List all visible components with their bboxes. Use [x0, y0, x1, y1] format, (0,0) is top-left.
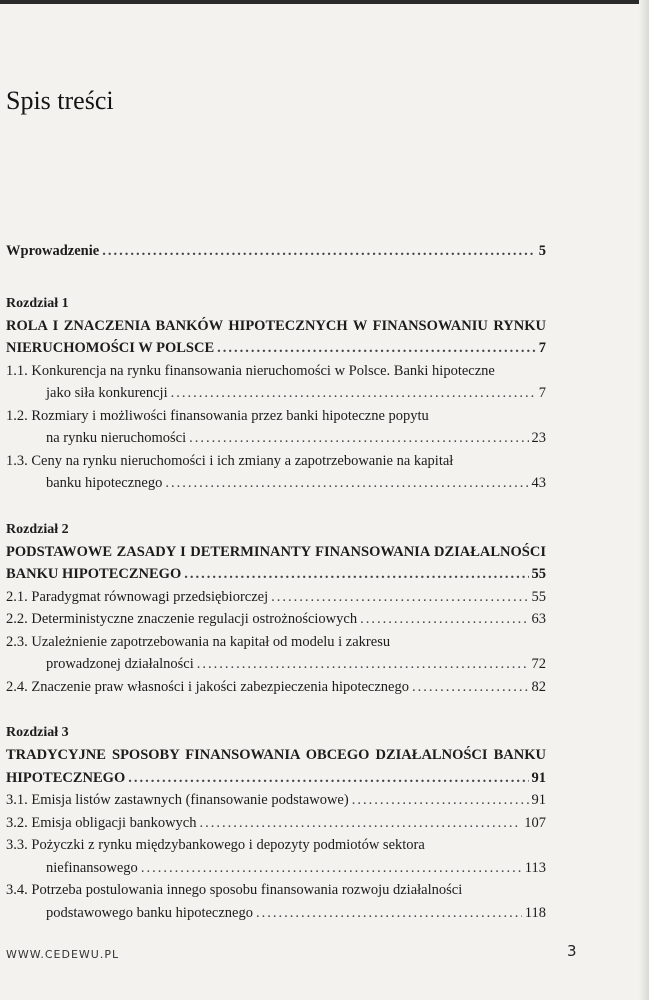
- table-of-contents: [6, 240, 546, 924]
- publisher-url: WWW.CEDEWU.PL: [6, 948, 120, 961]
- section-page: 23: [531, 430, 546, 446]
- section-page: 43: [531, 475, 546, 491]
- section-title: 1.3. Ceny na rynku nieruchomości i ich zmiany a zapotrzebowanie na kapitał: [6, 452, 454, 469]
- section-page: 7: [538, 385, 546, 401]
- section-title-cont: banku hipotecznego: [46, 475, 163, 491]
- dot-leader: [128, 767, 528, 790]
- dot-leader: [165, 472, 528, 495]
- dot-leader: [217, 337, 536, 360]
- section-title: 3.1. Emisja listów zastawnych (finansowanie podstawowe): [6, 792, 349, 808]
- top-page-edge: [0, 0, 649, 4]
- section-2-3[interactable]: [6, 631, 546, 676]
- section-title: 2.1. Paradygmat równowagi przedsiębiorczej: [6, 588, 269, 605]
- section-page: 91: [531, 792, 546, 808]
- section-title: 1.1. Konkurencja na rynku finansowania nieruchomości w Polsce. Banki hipoteczne: [6, 362, 495, 379]
- section-1-3[interactable]: [6, 450, 546, 495]
- section-title-cont: na rynku nieruchomości: [46, 430, 187, 446]
- section-3-3[interactable]: [6, 834, 546, 879]
- section-title: 3.2. Emisja obligacji bankowych: [6, 814, 197, 831]
- chapter-3: [6, 722, 546, 924]
- section-page: 113: [524, 859, 546, 876]
- section-page: 72: [531, 656, 546, 672]
- dot-leader: [271, 586, 528, 609]
- dot-leader: [189, 427, 528, 450]
- section-title: 2.4. Znaczenie praw własności i jakości zabezpieczenia hipotecznego: [6, 678, 409, 695]
- entry-label: Wprowadzenie: [6, 243, 100, 259]
- chapter-2: [6, 519, 546, 699]
- section-title-cont: podstawowego banku hipotecznego: [46, 904, 253, 921]
- toc-entry-introduction[interactable]: [6, 240, 546, 263]
- page-title: Spis treści: [6, 86, 114, 115]
- chapter-page: 7: [538, 340, 546, 356]
- entry-page: 5: [538, 243, 546, 259]
- section-page: 82: [531, 678, 546, 695]
- section-1-2[interactable]: [6, 405, 546, 450]
- section-title-cont: prowadzonej działalności: [46, 656, 194, 672]
- section-3-2[interactable]: [6, 812, 546, 835]
- section-2-4[interactable]: [6, 676, 546, 699]
- chapter-label: Rozdział 3: [6, 725, 69, 740]
- chapter-title-text: BANKU HIPOTECZNEGO: [6, 566, 182, 582]
- section-title-cont: niefinansowego: [46, 859, 138, 876]
- chapter-1: [6, 293, 546, 495]
- section-title: 2.2. Deterministyczne znaczenie regulacji ostrożnościowych: [6, 611, 358, 627]
- chapter-label: Rozdział 1: [6, 295, 69, 311]
- chapter-title-line-2[interactable]: [6, 767, 546, 790]
- dot-leader: [141, 857, 522, 880]
- chapter-page: 91: [531, 769, 546, 786]
- dot-leader: [197, 653, 529, 676]
- chapter-title-line-1[interactable]: TRADYCYJNE SPOSOBY FINANSOWANIA OBCEGO DZIAŁALNOŚCI BANKU: [6, 747, 546, 763]
- section-3-1[interactable]: [6, 789, 546, 812]
- section-2-2[interactable]: [6, 608, 546, 631]
- dot-leader: [171, 382, 536, 405]
- chapter-page: 55: [531, 566, 546, 582]
- chapter-title-line-1[interactable]: PODSTAWOWE ZASADY I DETERMINANTY FINANSOWANIA DZIAŁALNOŚCI: [6, 543, 546, 560]
- dot-leader: [412, 676, 529, 699]
- dot-leader: [352, 789, 529, 812]
- chapter-title-text: NIERUCHOMOŚCI W POLSCE: [6, 340, 215, 356]
- section-title-cont: jako siła konkurencji: [46, 385, 168, 401]
- section-title: 1.2. Rozmiary i możliwości finansowania przez banki hipoteczne popytu: [6, 407, 429, 424]
- section-title: 3.3. Pożyczki z rynku międzybankowego i depozyty podmiotów sektora: [6, 837, 425, 853]
- section-page: 55: [531, 588, 546, 605]
- section-2-1[interactable]: [6, 586, 546, 609]
- section-page: 63: [531, 611, 546, 627]
- page-number: 3: [567, 942, 577, 960]
- dot-leader: [199, 812, 521, 835]
- chapter-title-line-2[interactable]: [6, 563, 546, 586]
- chapter-label: Rozdział 2: [6, 521, 69, 537]
- dot-leader: [102, 240, 536, 263]
- dot-leader: [184, 563, 528, 586]
- section-page: 118: [524, 904, 546, 921]
- section-1-1[interactable]: [6, 360, 546, 405]
- section-title: 2.3. Uzależnienie zapotrzebowania na kapitał od modelu i zakresu: [6, 633, 391, 650]
- dot-leader: [360, 608, 528, 631]
- right-page-shadow: [639, 0, 649, 1000]
- dot-leader: [256, 902, 522, 925]
- chapter-title-text: HIPOTECZNEGO: [6, 769, 126, 786]
- section-title: 3.4. Potrzeba postulowania innego sposobu finansowania rozwoju działalności: [6, 882, 463, 898]
- chapter-title-line-2[interactable]: [6, 337, 546, 360]
- section-page: 107: [524, 814, 546, 831]
- section-3-4[interactable]: [6, 879, 546, 924]
- chapter-title-line-1[interactable]: ROLA I ZNACZENIA BANKÓW HIPOTECZNYCH W FINANSOWANIU RYNKU: [6, 317, 546, 334]
